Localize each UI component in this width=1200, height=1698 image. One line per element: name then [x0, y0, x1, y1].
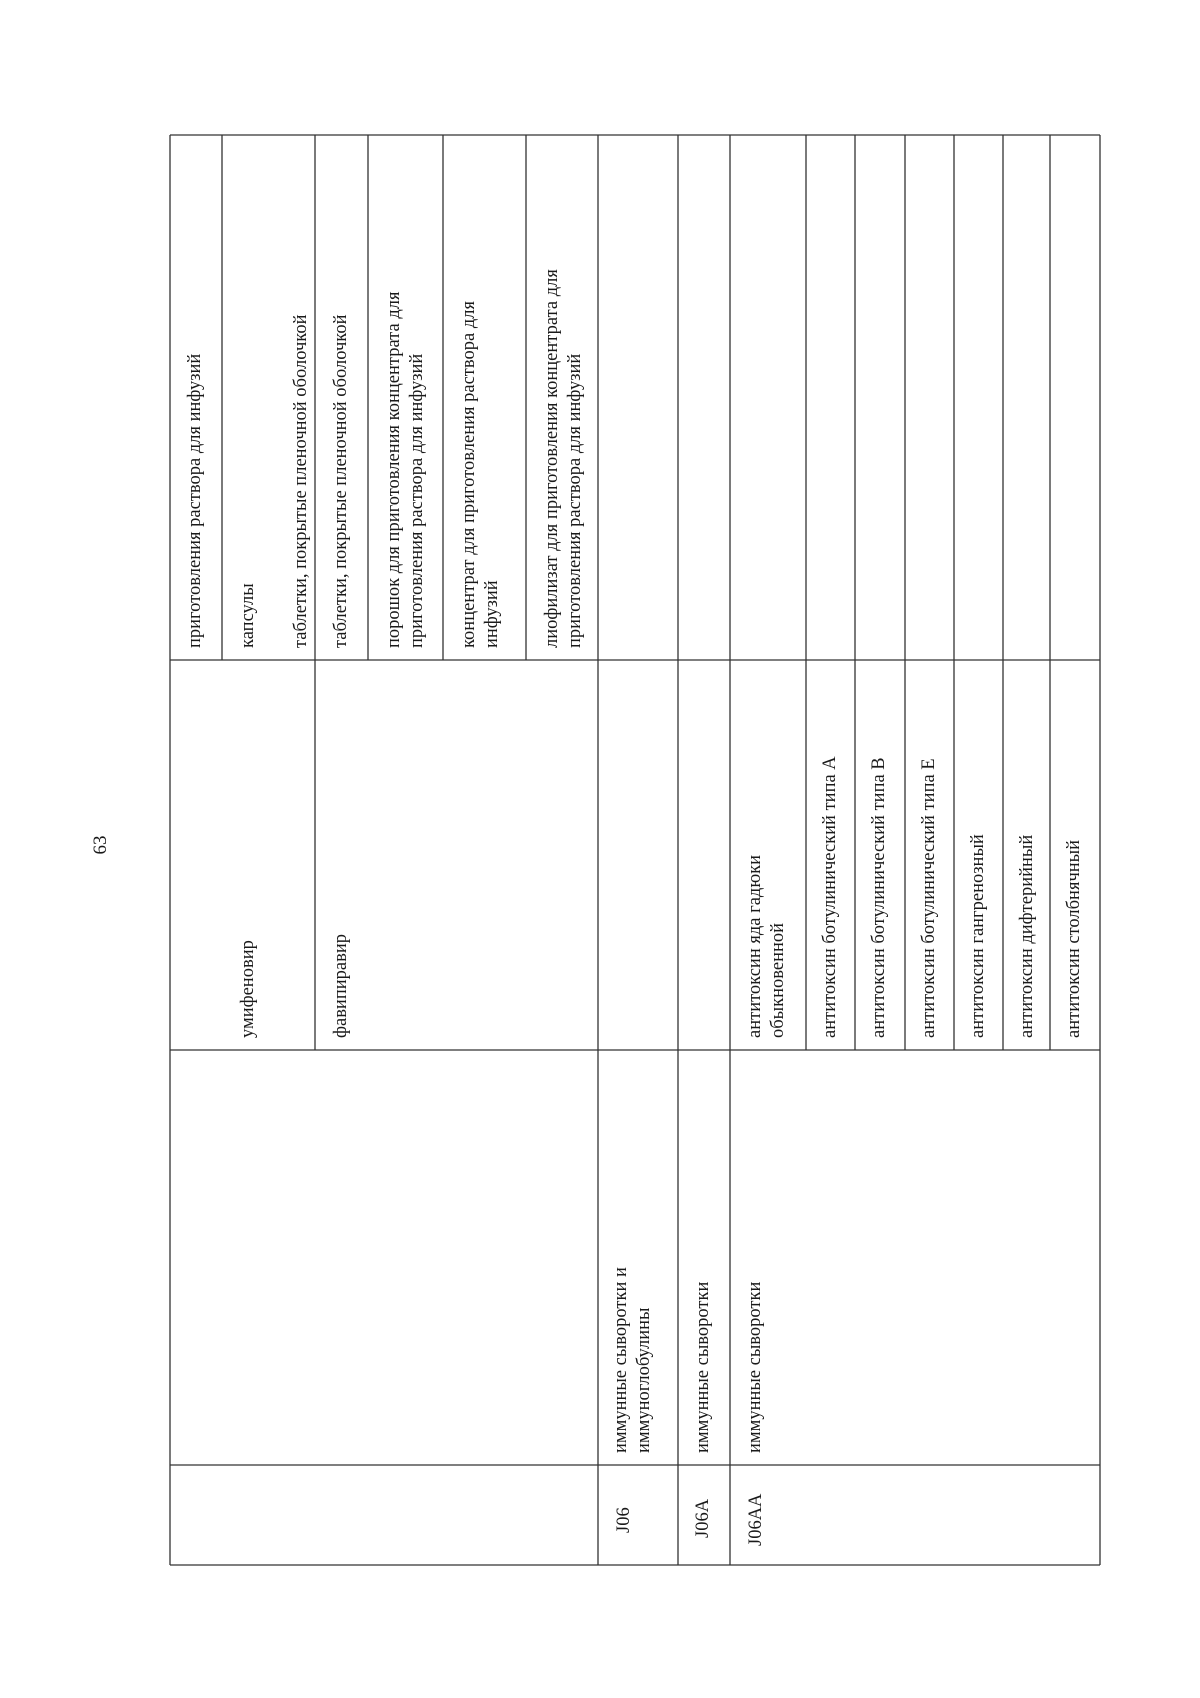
dosage-form-cell: капсулы — [238, 583, 258, 648]
substance-cell: антитоксин ботулинический типа В — [869, 757, 889, 1038]
substance-cell: антитоксин яда гадюки обыкновенной — [745, 854, 788, 1038]
dosage-form-cell: таблетки, покрытые пленочной оболочкой — [291, 314, 311, 648]
dosage-form-cell: лиофилизат для приготовления концентрата для приготовления раствора для инфузий — [542, 269, 585, 648]
dosage-form-cell: таблетки, покрытые пленочной оболочкой — [331, 314, 351, 648]
code-cell: J06AA — [746, 1493, 766, 1546]
page-number: 63 — [90, 835, 111, 855]
code-cell: J06 — [614, 1507, 634, 1533]
substance-cell: антитоксин ботулинический типа А — [820, 756, 840, 1038]
substance-cell: антитоксин дифтерийный — [1017, 834, 1037, 1038]
code-cell: J06A — [693, 1498, 713, 1538]
substance-cell: антитоксин гангренозный — [968, 834, 988, 1038]
group-cell: иммунные сыворотки и иммуноглобулины — [611, 1267, 654, 1453]
substance-cell: фавипиравир — [331, 934, 351, 1038]
dosage-form-cell: концентрат для приготовления раствора для инфузий — [459, 301, 502, 648]
substance-cell: антитоксин ботулинический типа Е — [919, 758, 939, 1038]
group-cell: иммунные сыворотки — [745, 1281, 765, 1453]
dosage-form-cell: порошок для приготовления концентрата для приготовления раствора для инфузий — [384, 291, 427, 648]
group-cell: иммунные сыворотки — [693, 1281, 713, 1453]
substance-cell: антитоксин столбнячный — [1064, 840, 1084, 1038]
dosage-form-cell: приготовления раствора для инфузий — [185, 353, 205, 648]
substance-cell: умифеновир — [238, 940, 258, 1038]
